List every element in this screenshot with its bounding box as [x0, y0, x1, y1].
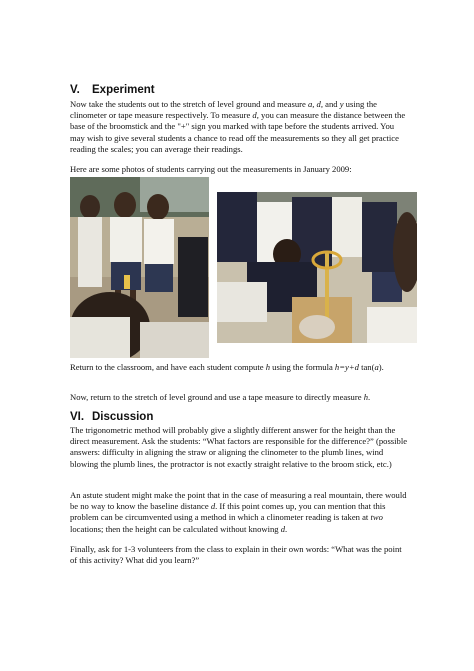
- variable-text: a, d,: [307, 99, 323, 109]
- text-span: .: [285, 523, 288, 534]
- text-span: Now take the students out to the stretch of level ground and measure: [70, 99, 308, 109]
- text-span: using the formula: [270, 362, 335, 372]
- variable-text: h: [363, 392, 368, 402]
- text-span: .: [367, 392, 371, 402]
- emphasis-text: two: [370, 512, 383, 523]
- section-number: V.: [70, 84, 80, 96]
- variable-text: d: [252, 110, 257, 121]
- experiment-paragraph-4: [70, 392, 408, 403]
- text-span: . If this point comes up, you can mention that this problem can be circumvented using a method in which a clinometer reading is taken at: [70, 501, 386, 523]
- discussion-paragraph-2: [70, 490, 408, 535]
- variable-text: h: [265, 362, 270, 372]
- text-span: An astute student might make the point that in the case of measuring a real mountain, there would be no way to know the baseline distance: [70, 490, 407, 512]
- variable-text: d: [280, 523, 286, 534]
- experiment-paragraph-1: [70, 99, 408, 155]
- text-span: , you can measure the distance between the base of the broomstick and the "+" sign you marked with tape before the students arrived. You may wish to give several students a chance to read off the measurements so they all get practice reading the scales; you can average their readings.: [70, 110, 406, 154]
- variable-text: d: [210, 501, 216, 512]
- section-heading-experiment: [70, 84, 155, 96]
- experiment-paragraph-2: Here are some photos of students carrying out the measurements in January 2009:: [70, 164, 352, 174]
- text-span: Now, return to the stretch of level ground and use a tape measure to directly measure: [70, 392, 364, 402]
- variable-text: a: [374, 362, 379, 372]
- text-span: ).: [378, 362, 384, 372]
- text-span: using the clinometer or tape measure respectively. To measure: [70, 99, 377, 121]
- section-heading-discussion: [70, 411, 153, 423]
- text-span: Return to the classroom, and have each student compute: [70, 362, 266, 372]
- text-span: and: [322, 99, 340, 109]
- text-span: tan(: [358, 362, 375, 372]
- discussion-paragraph-1: The trigonometric method will probably give a slightly different answer for the height than the direct measurement. Ask the students: “What factors are responsible for the difference?” (possible answers: difficulty in aligning the straw or aligning the clinometer to the plumb lines, wind blowing the plumb lines, the protractor is not exactly straight relative to the broom stick, etc.): [70, 425, 408, 469]
- section-number: VI.: [70, 411, 85, 423]
- section-title: Experiment: [92, 84, 155, 96]
- photo-image: [70, 177, 209, 358]
- experiment-paragraph-3: [70, 362, 408, 373]
- text-span: locations; then the height can be calculated without knowing: [70, 523, 281, 534]
- formula-text: h=y+d: [334, 362, 359, 372]
- photo-students-standing: [70, 177, 209, 358]
- discussion-paragraph-3: Finally, ask for 1-3 volunteers from the class to explain in their own words: “What was the point of this activity? What did you learn?”: [70, 544, 402, 566]
- photo-image: [217, 192, 417, 343]
- section-title: Discussion: [92, 411, 154, 423]
- variable-text: y: [339, 99, 344, 109]
- photo-students-clinometer: [217, 192, 417, 343]
